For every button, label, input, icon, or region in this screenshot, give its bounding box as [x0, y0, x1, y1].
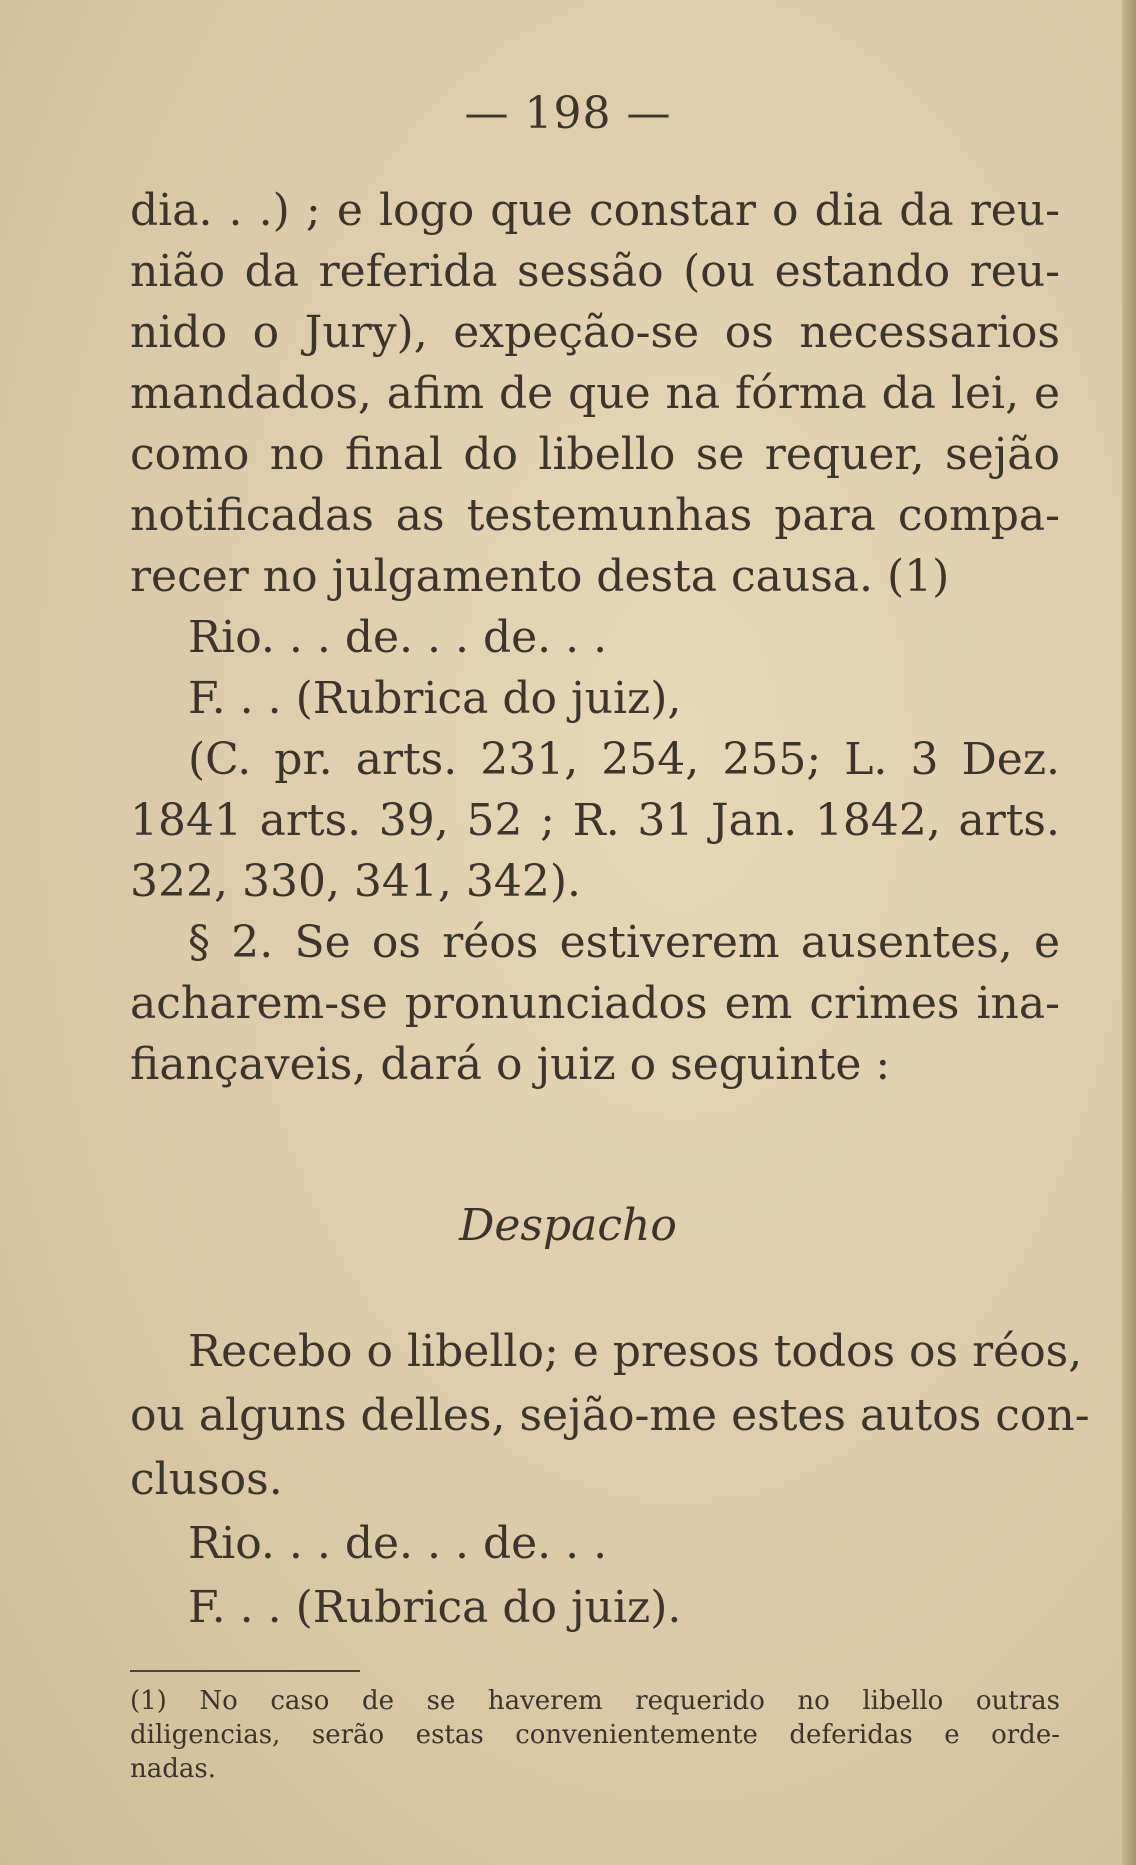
section-heading: Despacho [459, 1200, 677, 1251]
section-line: § 2. Se os réos estiverem ausentes, e [188, 917, 1060, 968]
body-line: dia. . .) ; e logo que constar o dia da reu- [130, 185, 1060, 236]
footnote-line: diligencias, serão estas convenientemente deferidas e orde- [130, 1720, 1060, 1750]
despacho-line: Recebo o libello; e presos todos os réos, [188, 1326, 1083, 1377]
despacho-line: ou alguns delles, sejão-me estes autos con- [130, 1390, 1090, 1441]
citation-line: 322, 330, 341, 342). [130, 856, 581, 907]
despacho-text [130, 1320, 1090, 1640]
citation-line: 1841 arts. 39, 52 ; R. 31 Jan. 1842, arts. [130, 795, 1060, 846]
page-number: — 198 — [464, 88, 672, 139]
despacho-line: clusos. [130, 1454, 283, 1505]
signature-line: F. . . (Rubrica do juiz). [188, 1582, 682, 1633]
signature-place-line: Rio. . . de. . . de. . . [188, 612, 608, 663]
footnote [130, 1684, 1060, 1786]
body-text [130, 180, 1060, 1095]
body-line: recer no julgamento desta causa. (1) [130, 551, 950, 602]
footnote-rule [130, 1670, 360, 1672]
page-edge [1122, 0, 1136, 1865]
section-line: fiançaveis, dará o juiz o seguinte : [130, 1039, 891, 1090]
body-line: nido o Jury), expeção-se os necessarios [130, 307, 1060, 358]
body-line: notificadas as testemunhas para compa- [130, 490, 1060, 541]
signature-place-line: Rio. . . de. . . de. . . [188, 1518, 608, 1569]
body-line: como no final do libello se requer, sejão [130, 429, 1060, 480]
section-line: acharem-se pronunciados em crimes ina- [130, 978, 1060, 1029]
footnote-line: nadas. [130, 1754, 216, 1784]
footnote-line: (1) No caso de se haverem requerido no libello outras [130, 1686, 1060, 1716]
body-line: mandados, afim de que na fórma da lei, e [130, 368, 1060, 419]
citation-line: (C. pr. arts. 231, 254, 255; L. 3 Dez. [188, 734, 1060, 785]
body-line: nião da referida sessão (ou estando reu- [130, 246, 1060, 297]
signature-line: F. . . (Rubrica do juiz), [188, 673, 682, 724]
